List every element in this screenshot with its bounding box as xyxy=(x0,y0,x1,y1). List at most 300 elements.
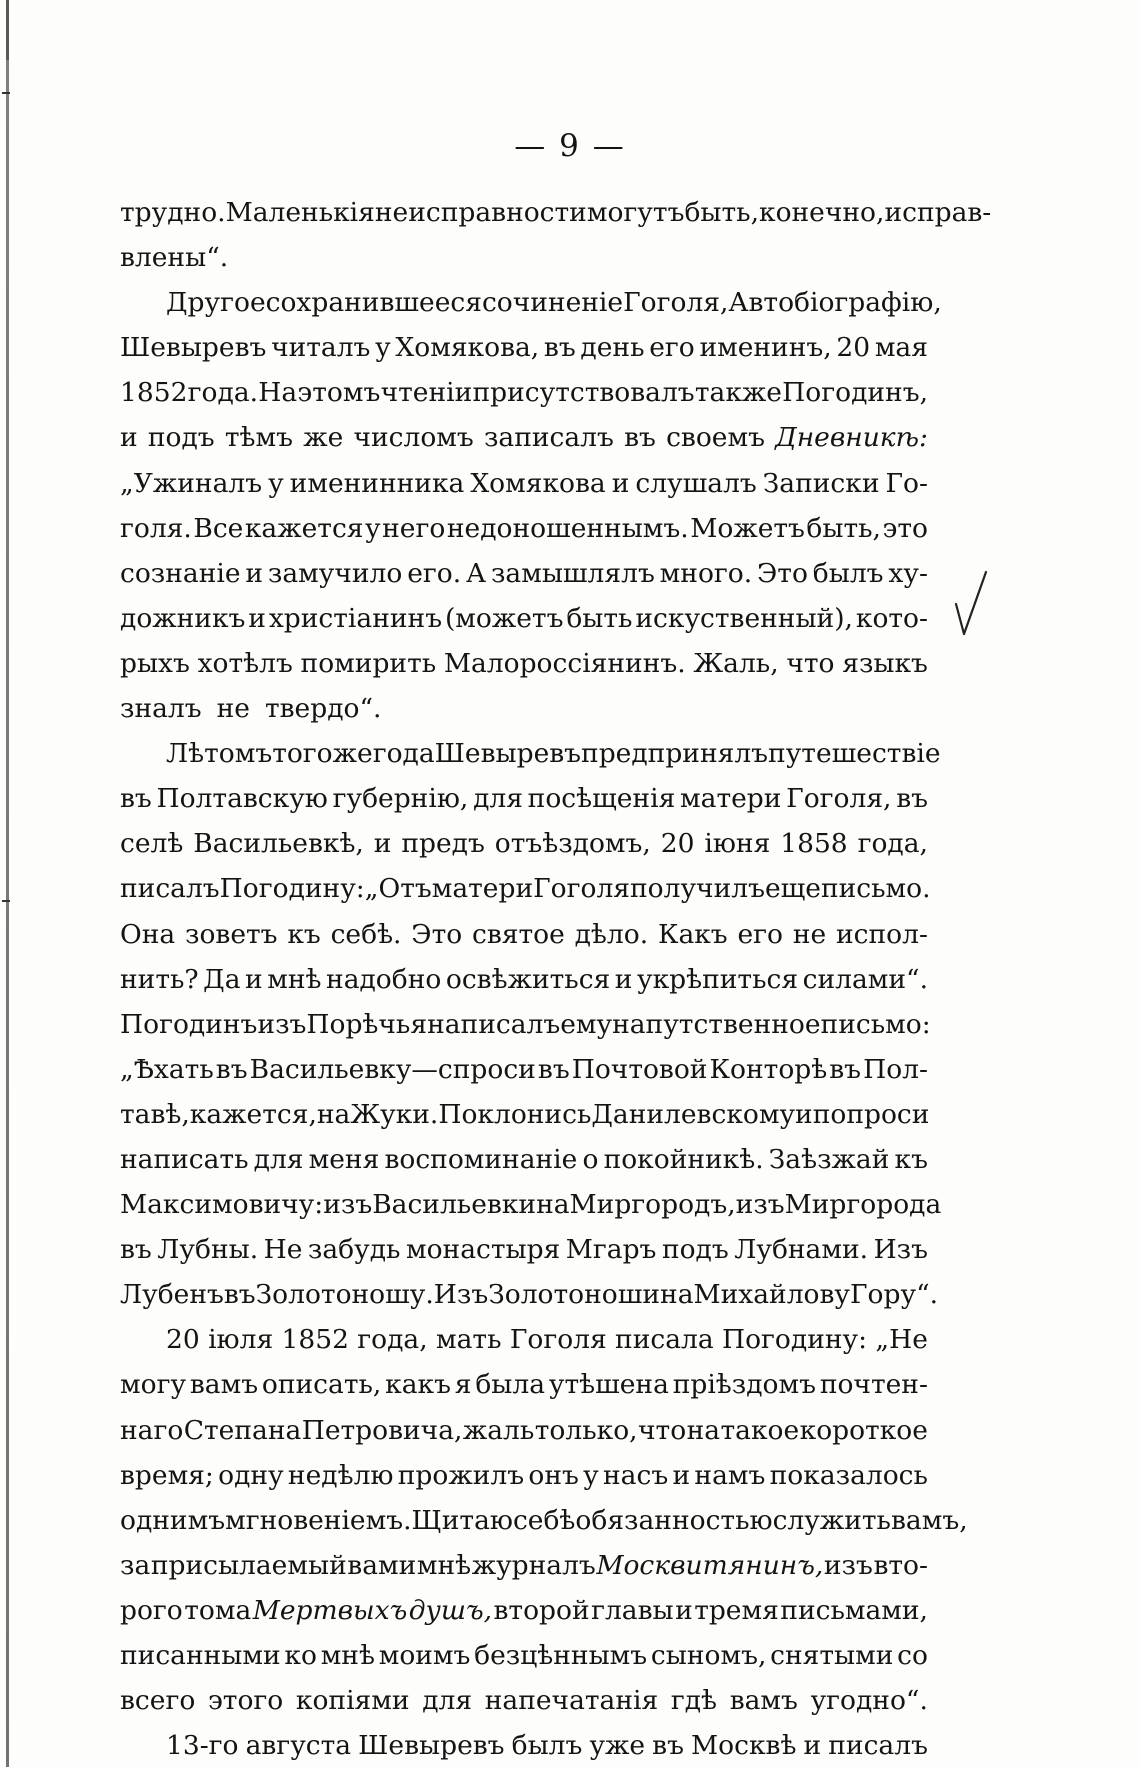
word: былъ xyxy=(511,1730,583,1762)
word: уже xyxy=(589,1730,646,1762)
word: года xyxy=(372,738,435,770)
word: ху- xyxy=(888,557,928,589)
word: Го- xyxy=(885,467,928,499)
word: записалъ xyxy=(483,422,614,454)
word: присылаемый xyxy=(150,1549,347,1581)
word: Гору“. xyxy=(850,1279,939,1311)
word: Мгаръ xyxy=(565,1234,657,1266)
word: его xyxy=(737,918,784,950)
word: меня xyxy=(308,1143,380,1175)
word: служить xyxy=(772,1504,891,1536)
text-line xyxy=(120,1092,928,1137)
word: рыхъ xyxy=(120,647,190,679)
word: Миргородъ, xyxy=(569,1189,736,1221)
word: матери xyxy=(431,873,534,905)
word: могу xyxy=(120,1369,187,1401)
word: 1852 xyxy=(281,1324,349,1356)
word: насъ xyxy=(603,1459,669,1491)
word: 20 xyxy=(166,1324,200,1356)
word: Щитаю xyxy=(411,1504,513,1536)
word: вто- xyxy=(873,1549,928,1581)
word: такое xyxy=(720,1414,800,1446)
scan-edge-mark xyxy=(2,900,10,902)
word: помирить xyxy=(300,647,437,679)
word: голя. xyxy=(120,512,192,544)
word: „Отъ xyxy=(364,873,432,905)
word: Данилевскому xyxy=(591,1098,796,1130)
word: на xyxy=(686,1414,721,1446)
word: короткое xyxy=(799,1414,928,1446)
word: журналъ xyxy=(471,1549,596,1581)
word: Изъ xyxy=(873,1234,928,1266)
word: однимъ xyxy=(120,1504,226,1536)
word: наго xyxy=(120,1414,184,1446)
word: Хомякова xyxy=(470,467,606,499)
word: одну xyxy=(218,1459,284,1491)
text-line xyxy=(120,1498,968,1543)
word: для xyxy=(422,1685,473,1717)
word: ему xyxy=(560,1008,613,1040)
text-line xyxy=(120,1588,928,1633)
word: вамъ, xyxy=(891,1504,968,1536)
word: къ xyxy=(894,1143,928,1175)
word: также xyxy=(694,377,782,409)
word: кажется, xyxy=(189,1098,317,1130)
word: Да xyxy=(203,963,241,995)
word: только, xyxy=(534,1414,638,1446)
word: Гоголя xyxy=(509,1324,607,1356)
word: для xyxy=(473,783,523,815)
word: Васильевки xyxy=(372,1189,537,1221)
word: селѣ xyxy=(120,828,184,860)
word: покойникѣ. xyxy=(603,1143,764,1175)
word: Это xyxy=(757,557,808,589)
word: твердо“. xyxy=(264,693,382,725)
word: и xyxy=(245,963,263,995)
text-line xyxy=(120,415,928,460)
word: онъ xyxy=(528,1459,579,1491)
word: него xyxy=(382,512,446,544)
text-line xyxy=(120,1272,939,1317)
word: его. xyxy=(407,557,462,589)
word: его xyxy=(649,332,695,364)
page-number: — 9 — xyxy=(514,128,626,164)
word: написалъ xyxy=(427,1008,561,1040)
word: воспоминаніе xyxy=(384,1143,578,1175)
word: Жуки. xyxy=(350,1098,439,1130)
word: Гоголя, xyxy=(623,287,729,319)
word: у xyxy=(583,1459,599,1491)
word: хотѣлъ xyxy=(197,647,293,679)
word: неисправности xyxy=(374,197,587,228)
word: описать, xyxy=(261,1369,382,1401)
word: изъ xyxy=(735,1189,785,1221)
word: 13-го xyxy=(166,1730,239,1762)
word: кажется xyxy=(244,512,364,544)
word: Не xyxy=(263,1234,303,1266)
text-line xyxy=(120,1678,928,1723)
word: письмо. xyxy=(820,873,931,905)
word: былъ xyxy=(812,557,884,589)
word: въ xyxy=(537,1053,570,1085)
word: не xyxy=(216,693,250,725)
text-line xyxy=(120,596,928,641)
word: это xyxy=(882,512,928,544)
word: же xyxy=(303,422,344,454)
text-line xyxy=(120,1182,942,1227)
word: замышлялъ xyxy=(490,557,655,589)
word: вамъ xyxy=(189,1369,259,1401)
word: Погодину: xyxy=(219,873,365,905)
word: письмами, xyxy=(780,1594,928,1626)
word: Полтавскую xyxy=(156,783,328,815)
word: мнѣ xyxy=(416,1549,472,1581)
italic-word: Москвитянинъ, xyxy=(596,1549,824,1581)
word: нить? xyxy=(120,963,199,995)
word: сыномъ, xyxy=(650,1640,767,1671)
word: Золотоношу. xyxy=(255,1279,434,1311)
word: изъ xyxy=(823,1549,873,1581)
word: Погодинъ xyxy=(120,1008,258,1040)
word: Гоголя, xyxy=(786,783,892,815)
text-line xyxy=(120,1633,928,1678)
word: На xyxy=(258,377,298,409)
word: числомъ xyxy=(353,422,474,454)
text-line xyxy=(120,957,928,1002)
word: іюля xyxy=(208,1324,274,1356)
word: въ xyxy=(120,783,152,815)
word: за xyxy=(120,1549,151,1581)
word: тѣмъ xyxy=(224,422,293,454)
word: письмо: xyxy=(820,1008,931,1040)
word: и xyxy=(672,1459,691,1491)
word: Почтовой xyxy=(571,1053,708,1085)
word: дѣло. xyxy=(574,918,649,950)
word: изъ xyxy=(257,1008,307,1040)
word: Маленькія xyxy=(225,197,375,228)
word: у xyxy=(365,512,381,544)
word: еще xyxy=(764,873,821,905)
word: и xyxy=(373,828,392,860)
word: надобно xyxy=(326,963,442,995)
text-line xyxy=(120,686,928,731)
text-line xyxy=(120,1002,931,1047)
word: писалъ xyxy=(828,1730,928,1762)
word: ко xyxy=(284,1640,317,1671)
text-line xyxy=(120,821,928,866)
word: читалъ xyxy=(271,332,371,364)
word: святое xyxy=(472,918,565,950)
word: Миргорода xyxy=(784,1189,942,1221)
word: была xyxy=(475,1369,546,1401)
text-line xyxy=(120,370,928,415)
word: именинника xyxy=(289,467,465,499)
word: 20 xyxy=(660,828,695,860)
word: исправ- xyxy=(884,197,992,228)
word: Это xyxy=(411,918,463,950)
word: намъ xyxy=(694,1459,766,1491)
word: въ xyxy=(624,422,656,454)
word: писанными xyxy=(120,1640,281,1671)
word: утѣшена xyxy=(548,1369,669,1401)
word: Другое xyxy=(166,287,266,319)
text-line xyxy=(120,280,942,325)
word: и xyxy=(795,1098,813,1130)
word: копіями xyxy=(295,1685,410,1717)
word: Поклонись xyxy=(438,1098,592,1130)
word: христіанинъ xyxy=(268,602,443,634)
word: испол- xyxy=(836,918,928,950)
text-line xyxy=(120,912,928,957)
word: что xyxy=(786,647,835,679)
word: получилъ xyxy=(630,873,765,905)
word: быть, xyxy=(806,512,881,544)
word: безцѣннымъ xyxy=(474,1640,648,1671)
word: Можетъ xyxy=(690,512,805,544)
word: не xyxy=(792,918,827,950)
word: кото- xyxy=(855,602,928,634)
text-line xyxy=(120,1408,928,1453)
word: Петровича, xyxy=(301,1414,463,1446)
word: Москвѣ xyxy=(691,1730,797,1762)
word: своемъ xyxy=(666,422,765,454)
word: года, xyxy=(357,1324,428,1356)
word: что xyxy=(638,1414,687,1446)
word: отъѣздомъ, xyxy=(494,828,651,860)
word: слушалъ xyxy=(635,467,757,499)
word: почтен- xyxy=(819,1369,928,1401)
word: Она xyxy=(120,918,176,950)
word: Лубны. xyxy=(157,1234,259,1266)
word: А xyxy=(466,557,487,589)
word: угодно“. xyxy=(810,1685,928,1717)
word: и xyxy=(803,1730,822,1762)
word: Степана xyxy=(183,1414,302,1446)
word: главы xyxy=(591,1594,674,1626)
word: монастыря xyxy=(405,1234,561,1266)
word: Лубнами. xyxy=(734,1234,869,1266)
word: моимъ xyxy=(378,1640,471,1671)
text-line xyxy=(120,235,928,280)
word: Изъ xyxy=(433,1279,489,1311)
word: Автобіографію, xyxy=(728,287,942,319)
text-line xyxy=(120,325,928,370)
word: предпринялъ xyxy=(581,738,769,770)
word: тремя xyxy=(694,1594,779,1626)
word: укрѣпиться xyxy=(637,963,799,995)
text-line xyxy=(120,1453,928,1498)
word: время; xyxy=(120,1459,214,1491)
word: замучило xyxy=(267,557,403,589)
word: Шевыревъ xyxy=(434,738,582,770)
text-line xyxy=(120,731,941,776)
word: Хомякова, xyxy=(395,332,540,364)
word: именинъ, xyxy=(699,332,832,364)
text-line xyxy=(120,1362,928,1407)
text-line xyxy=(120,461,928,506)
word: жаль xyxy=(462,1414,535,1446)
word: Заѣзжай xyxy=(768,1143,890,1175)
word: второй xyxy=(493,1594,590,1626)
text-line xyxy=(120,1047,928,1092)
scan-edge-mark xyxy=(2,92,10,94)
word: губернію, xyxy=(332,783,469,815)
word: Васильевку—спроси xyxy=(249,1053,536,1085)
word: „Ужиналъ xyxy=(120,467,263,499)
word: недѣлю xyxy=(287,1459,394,1491)
word: всего xyxy=(120,1685,196,1717)
word: у xyxy=(375,332,391,364)
word: „Ѣхать xyxy=(120,1053,214,1085)
word: быть xyxy=(566,602,633,634)
scan-edge xyxy=(6,0,9,1767)
word: Пол- xyxy=(863,1053,928,1085)
word: могутъ xyxy=(586,197,685,228)
word: прожилъ xyxy=(397,1459,525,1491)
word: Михайлову xyxy=(693,1279,851,1311)
word: Максимовичу: xyxy=(120,1189,324,1221)
word: Погодину: xyxy=(721,1324,868,1356)
word: 1852 xyxy=(120,377,188,409)
text-line xyxy=(120,1543,928,1588)
text-line xyxy=(120,551,928,596)
word: „Не xyxy=(875,1324,928,1356)
word: Гоголя xyxy=(533,873,631,905)
word: мнѣ xyxy=(267,963,322,995)
word: писала xyxy=(615,1324,714,1356)
word: присутствовалъ xyxy=(472,377,695,409)
word: себѣ xyxy=(512,1504,576,1536)
word: и xyxy=(611,467,630,499)
word: 1858 xyxy=(780,828,848,860)
word: гдѣ xyxy=(670,1685,718,1717)
word: того xyxy=(272,738,333,770)
word: въ xyxy=(896,783,928,815)
word: сочиненіе xyxy=(481,287,624,319)
word: въ xyxy=(120,1234,152,1266)
word: Васильевкѣ, xyxy=(193,828,364,860)
word: Погодинъ, xyxy=(782,377,928,409)
word: въ xyxy=(652,1730,684,1762)
word: забудь xyxy=(307,1234,401,1266)
word: силами“. xyxy=(802,963,928,995)
checkmark-icon xyxy=(950,568,992,640)
word: чтеніи xyxy=(380,377,473,409)
word: Шевыревъ xyxy=(120,332,267,364)
word: года, xyxy=(857,828,928,860)
word: августа xyxy=(245,1730,352,1762)
word: много. xyxy=(659,557,753,589)
italic-word: Дневникѣ: xyxy=(775,422,928,454)
word: зоветъ xyxy=(185,918,278,950)
word: къ xyxy=(287,918,321,950)
word: для xyxy=(253,1143,304,1175)
word: освѣжиться xyxy=(445,963,611,995)
word: и xyxy=(248,602,266,634)
word: напутственное xyxy=(612,1008,821,1040)
word: іюня xyxy=(704,828,771,860)
text-line xyxy=(120,866,931,911)
text-line xyxy=(120,776,928,821)
text-line xyxy=(120,506,928,551)
word: Лубенъ xyxy=(120,1279,224,1311)
text-line xyxy=(120,641,928,686)
word: на xyxy=(536,1189,570,1221)
word: Малороссіянинъ. xyxy=(443,647,686,679)
italic-word: Мертвыхъ xyxy=(252,1594,408,1626)
word: Какъ xyxy=(657,918,728,950)
word: (можетъ xyxy=(444,602,564,634)
word: мнѣ xyxy=(320,1640,375,1671)
page-body-text xyxy=(120,190,992,1768)
word: Конторѣ xyxy=(709,1053,828,1085)
word: Жаль, xyxy=(693,647,779,679)
word: о xyxy=(582,1143,599,1175)
word: дожникъ xyxy=(120,602,246,634)
word: подъ xyxy=(661,1234,729,1266)
word: этого xyxy=(207,1685,284,1717)
word: у xyxy=(268,467,284,499)
word: пріѣздомъ xyxy=(672,1369,816,1401)
word: мая xyxy=(874,332,928,364)
word: Лѣтомъ xyxy=(166,738,273,770)
italic-word: душъ, xyxy=(408,1594,493,1626)
word: обязанностью xyxy=(575,1504,773,1536)
word: и xyxy=(120,422,138,454)
word: написать xyxy=(120,1143,249,1175)
word: тома xyxy=(184,1594,252,1626)
word: на xyxy=(316,1098,351,1130)
text-line xyxy=(120,1227,928,1272)
word: вами xyxy=(347,1549,417,1581)
text-line xyxy=(120,1723,928,1768)
word: Порѣчья xyxy=(306,1008,428,1040)
word: я xyxy=(454,1369,472,1401)
word: трудно. xyxy=(120,197,226,228)
word: искуственный), xyxy=(635,602,853,634)
word: Все xyxy=(193,512,244,544)
word: мать xyxy=(436,1324,502,1356)
word: матери xyxy=(680,783,782,815)
word: и xyxy=(245,557,264,589)
word: изъ xyxy=(323,1189,373,1221)
word: себѣ. xyxy=(330,918,402,950)
text-line xyxy=(120,190,992,235)
word: недоношеннымъ. xyxy=(446,512,689,544)
word: 20 xyxy=(836,332,871,364)
word: на xyxy=(660,1279,694,1311)
word: зналъ xyxy=(120,693,202,725)
word: Записки xyxy=(762,467,880,499)
word: подъ xyxy=(147,422,215,454)
word: рого xyxy=(120,1594,183,1626)
word: и xyxy=(614,963,633,995)
word: тавѣ, xyxy=(120,1098,190,1130)
word: мгновеніемъ. xyxy=(225,1504,412,1536)
word: сохранившееся xyxy=(265,287,482,319)
word: писалъ xyxy=(120,873,220,905)
word: какъ xyxy=(385,1369,451,1401)
word: вамъ xyxy=(729,1685,798,1717)
word: въ xyxy=(829,1053,862,1085)
word: попроси xyxy=(812,1098,930,1130)
word: влены“. xyxy=(120,242,229,274)
word: напечатанія xyxy=(484,1685,659,1717)
word: показалось xyxy=(769,1459,928,1491)
word: въ xyxy=(223,1279,256,1311)
word: и xyxy=(675,1594,693,1626)
word: конечно, xyxy=(759,197,885,228)
